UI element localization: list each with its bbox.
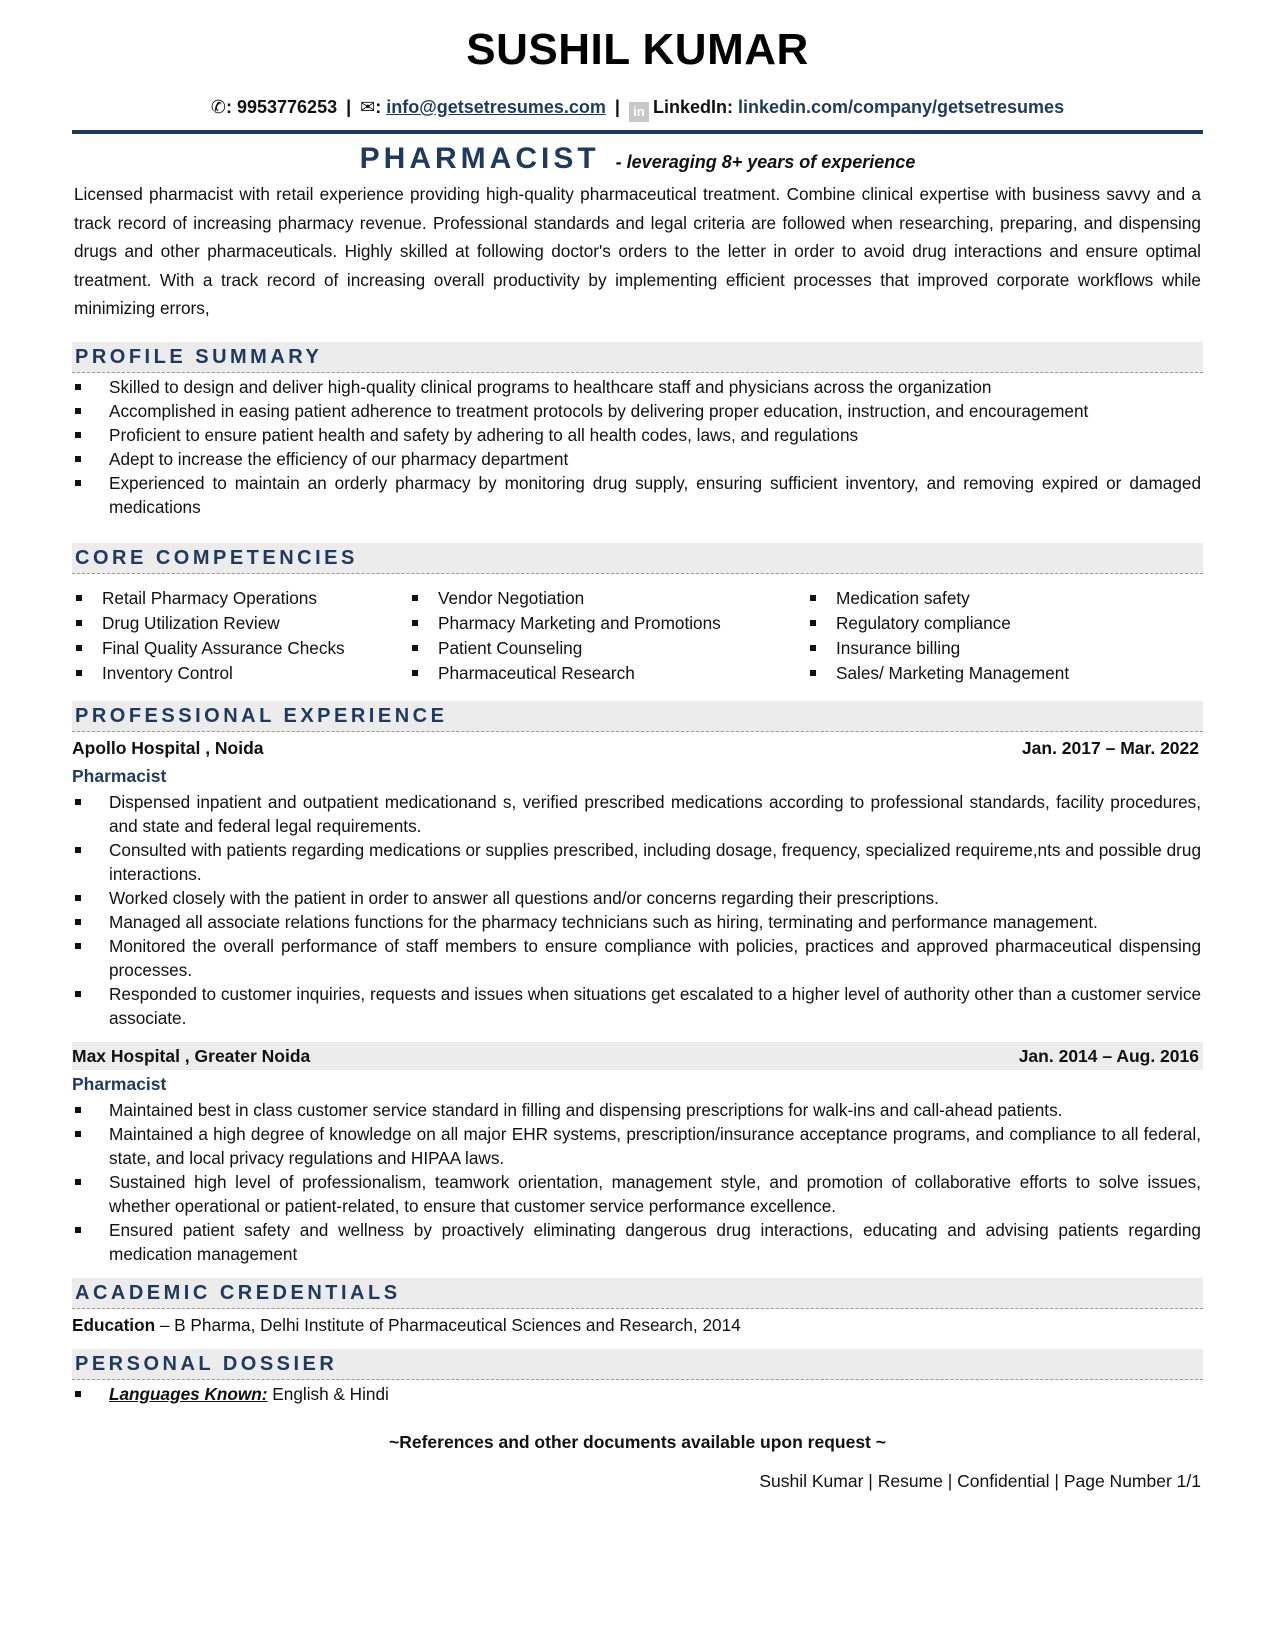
list-item: Responded to customer inquiries, requests and issues when situations get escalated to a higher level of authority other than a customer service associate.	[72, 982, 1203, 1030]
list-item: Drug Utilization Review	[72, 611, 408, 636]
list-item: Adept to increase the efficiency of our pharmacy department	[72, 447, 1203, 471]
list-item: Pharmaceutical Research	[408, 661, 806, 686]
languages-label: Languages Known:	[109, 1383, 268, 1404]
separator: |	[346, 97, 352, 117]
education-label: Education	[72, 1314, 156, 1335]
bullet-icon	[75, 480, 81, 486]
resume-page	[72, 22, 1203, 1492]
contact-line	[72, 94, 1203, 120]
separator: |	[614, 97, 620, 117]
competencies-column	[408, 586, 806, 686]
bullet-icon	[76, 670, 82, 676]
bullet-icon	[810, 620, 816, 626]
bullet-icon	[75, 895, 81, 901]
section-heading-profile-summary: PROFILE SUMMARY	[72, 342, 1203, 373]
header-divider	[72, 130, 1203, 134]
candidate-name: SUSHIL KUMAR	[466, 25, 809, 74]
bullet-icon	[75, 384, 81, 390]
job-duties-list	[72, 1098, 1203, 1266]
list-item: Patient Counseling	[408, 636, 806, 661]
list-item: Vendor Negotiation	[408, 586, 806, 611]
bullet-icon	[412, 645, 418, 651]
list-item: Maintained best in class customer service standard in filling and dispensing prescriptions for walk-ins and call-ahead patients.	[72, 1098, 1203, 1122]
phone-number: 9953776253	[236, 97, 338, 117]
list-item: Sales/ Marketing Management	[806, 661, 1069, 686]
bullet-icon	[75, 1227, 81, 1233]
list-item	[72, 1382, 1203, 1406]
email-icon: ✉:	[360, 97, 387, 117]
education-entry	[72, 1311, 1203, 1339]
languages-value: English & Hindi	[267, 1383, 389, 1404]
bullet-icon	[75, 799, 81, 805]
job-company: Max Hospital , Greater Noida	[72, 1045, 311, 1066]
bullet-icon	[75, 847, 81, 853]
job-dates: Jan. 2017 – Mar. 2022	[1021, 737, 1199, 758]
bullet-icon	[76, 645, 82, 651]
page-footer: Sushil Kumar | Resume | Confidential | Page Number 1/1	[759, 1470, 1201, 1491]
bullet-icon	[412, 670, 418, 676]
section-heading-core-competencies: CORE COMPETENCIES	[72, 543, 1203, 574]
bullet-icon	[76, 595, 82, 601]
bullet-icon	[75, 456, 81, 462]
list-item: Skilled to design and deliver high-quality clinical programs to healthcare staff and physicians across the organization	[72, 375, 1203, 399]
bullet-icon	[75, 432, 81, 438]
intro-paragraph: Licensed pharmacist with retail experience providing high-quality pharmaceutical treatment. Combine clinical expertise with business savvy and a track record of increasing pharmacy revenue. Professional standards and legal criteria are followed when researching, preparing, and dispensing drugs and other pharmaceuticals. Highly skilled at following doctor's orders to the letter in order to avoid drug interactions and ensure optimal treatment. With a track record of increasing overall productivity by implementing efficient processes that improved corporate workflows while minimizing errors,	[74, 184, 1201, 319]
bullet-icon	[75, 919, 81, 925]
bullet-icon	[412, 595, 418, 601]
list-item: Regulatory compliance	[806, 611, 1069, 636]
headline	[72, 142, 1203, 176]
role-title: PHARMACIST	[359, 142, 600, 175]
bullet-icon	[75, 1107, 81, 1113]
list-item: Experienced to maintain an orderly pharmacy by monitoring drug supply, ensuring sufficient inventory, and removing expired or damaged medications	[72, 471, 1203, 519]
bullet-icon	[75, 943, 81, 949]
section-heading-academic-credentials: ACADEMIC CREDENTIALS	[72, 1278, 1203, 1309]
section-heading-professional-experience: PROFESSIONAL EXPERIENCE	[72, 701, 1203, 732]
list-item: Ensured patient safety and wellness by proactively eliminating dangerous drug interactions, educating and advising patients regarding medication management	[72, 1218, 1203, 1266]
list-item: Proficient to ensure patient health and safety by adhering to all health codes, laws, and regulations	[72, 423, 1203, 447]
job-header	[72, 1042, 1203, 1070]
bullet-icon	[76, 620, 82, 626]
competencies-column	[72, 586, 408, 686]
references-note: ~References and other documents available upon request ~	[389, 1431, 886, 1452]
list-item: Sustained high level of professionalism, teamwork orientation, management style, and promotion of collaborative efforts to solve issues, whether operational or patient-related, to ensure that customer service performance excellence.	[72, 1170, 1203, 1218]
job-company: Apollo Hospital , Noida	[72, 737, 264, 758]
role-tagline: - leveraging 8+ years of experience	[615, 152, 916, 172]
job-header	[72, 734, 1203, 762]
list-item: Monitored the overall performance of staff members to ensure compliance with policies, practices and approved pharmaceutical dispensing processes.	[72, 934, 1203, 982]
bullet-icon	[412, 620, 418, 626]
list-item: Retail Pharmacy Operations	[72, 586, 408, 611]
competencies-column	[806, 586, 1069, 686]
bullet-icon	[75, 408, 81, 414]
bullet-icon	[75, 1179, 81, 1185]
dossier-list	[72, 1382, 1203, 1406]
bullet-icon	[75, 991, 81, 997]
list-item: Pharmacy Marketing and Promotions	[408, 611, 806, 636]
phone-icon: ✆:	[210, 97, 237, 117]
job-title: Pharmacist	[72, 1073, 167, 1094]
education-detail: – B Pharma, Delhi Institute of Pharmaceutical Sciences and Research, 2014	[155, 1314, 741, 1335]
email-link[interactable]: info@getsetresumes.com	[386, 97, 606, 117]
list-item: Dispensed inpatient and outpatient medicationand s, verified prescribed medications according to professional standards, facility procedures, and state and federal legal requirements.	[72, 790, 1203, 838]
profile-summary-list	[72, 375, 1203, 519]
competencies-grid	[72, 586, 1203, 686]
linkedin-link[interactable]: linkedin.com/company/getsetresumes	[737, 97, 1065, 117]
list-item: Medication safety	[806, 586, 1069, 611]
job-dates: Jan. 2014 – Aug. 2016	[1018, 1045, 1199, 1066]
bullet-icon	[75, 1391, 81, 1397]
job-duties-list	[72, 790, 1203, 1030]
list-item: Consulted with patients regarding medications or supplies prescribed, including dosage, frequency, specialized requireme,nts and possible drug interactions.	[72, 838, 1203, 886]
list-item: Managed all associate relations functions for the pharmacy technicians such as hiring, terminating and performance management.	[72, 910, 1203, 934]
bullet-icon	[810, 595, 816, 601]
list-item: Inventory Control	[72, 661, 408, 686]
bullet-icon	[75, 1131, 81, 1137]
list-item: Maintained a high degree of knowledge on all major EHR systems, prescription/insurance acceptance programs, and compliance to all federal, state, and local privacy regulations and HIPAA laws.	[72, 1122, 1203, 1170]
list-item: Insurance billing	[806, 636, 1069, 661]
bullet-icon	[810, 645, 816, 651]
section-heading-personal-dossier: PERSONAL DOSSIER	[72, 1349, 1203, 1380]
job-title: Pharmacist	[72, 765, 167, 786]
list-item: Worked closely with the patient in order to answer all questions and/or concerns regarding their prescriptions.	[72, 886, 1203, 910]
linkedin-icon: in	[629, 102, 649, 122]
linkedin-label: LinkedIn:	[652, 97, 733, 117]
list-item: Final Quality Assurance Checks	[72, 636, 408, 661]
list-item: Accomplished in easing patient adherence to treatment protocols by delivering proper education, instruction, and encouragement	[72, 399, 1203, 423]
bullet-icon	[810, 670, 816, 676]
